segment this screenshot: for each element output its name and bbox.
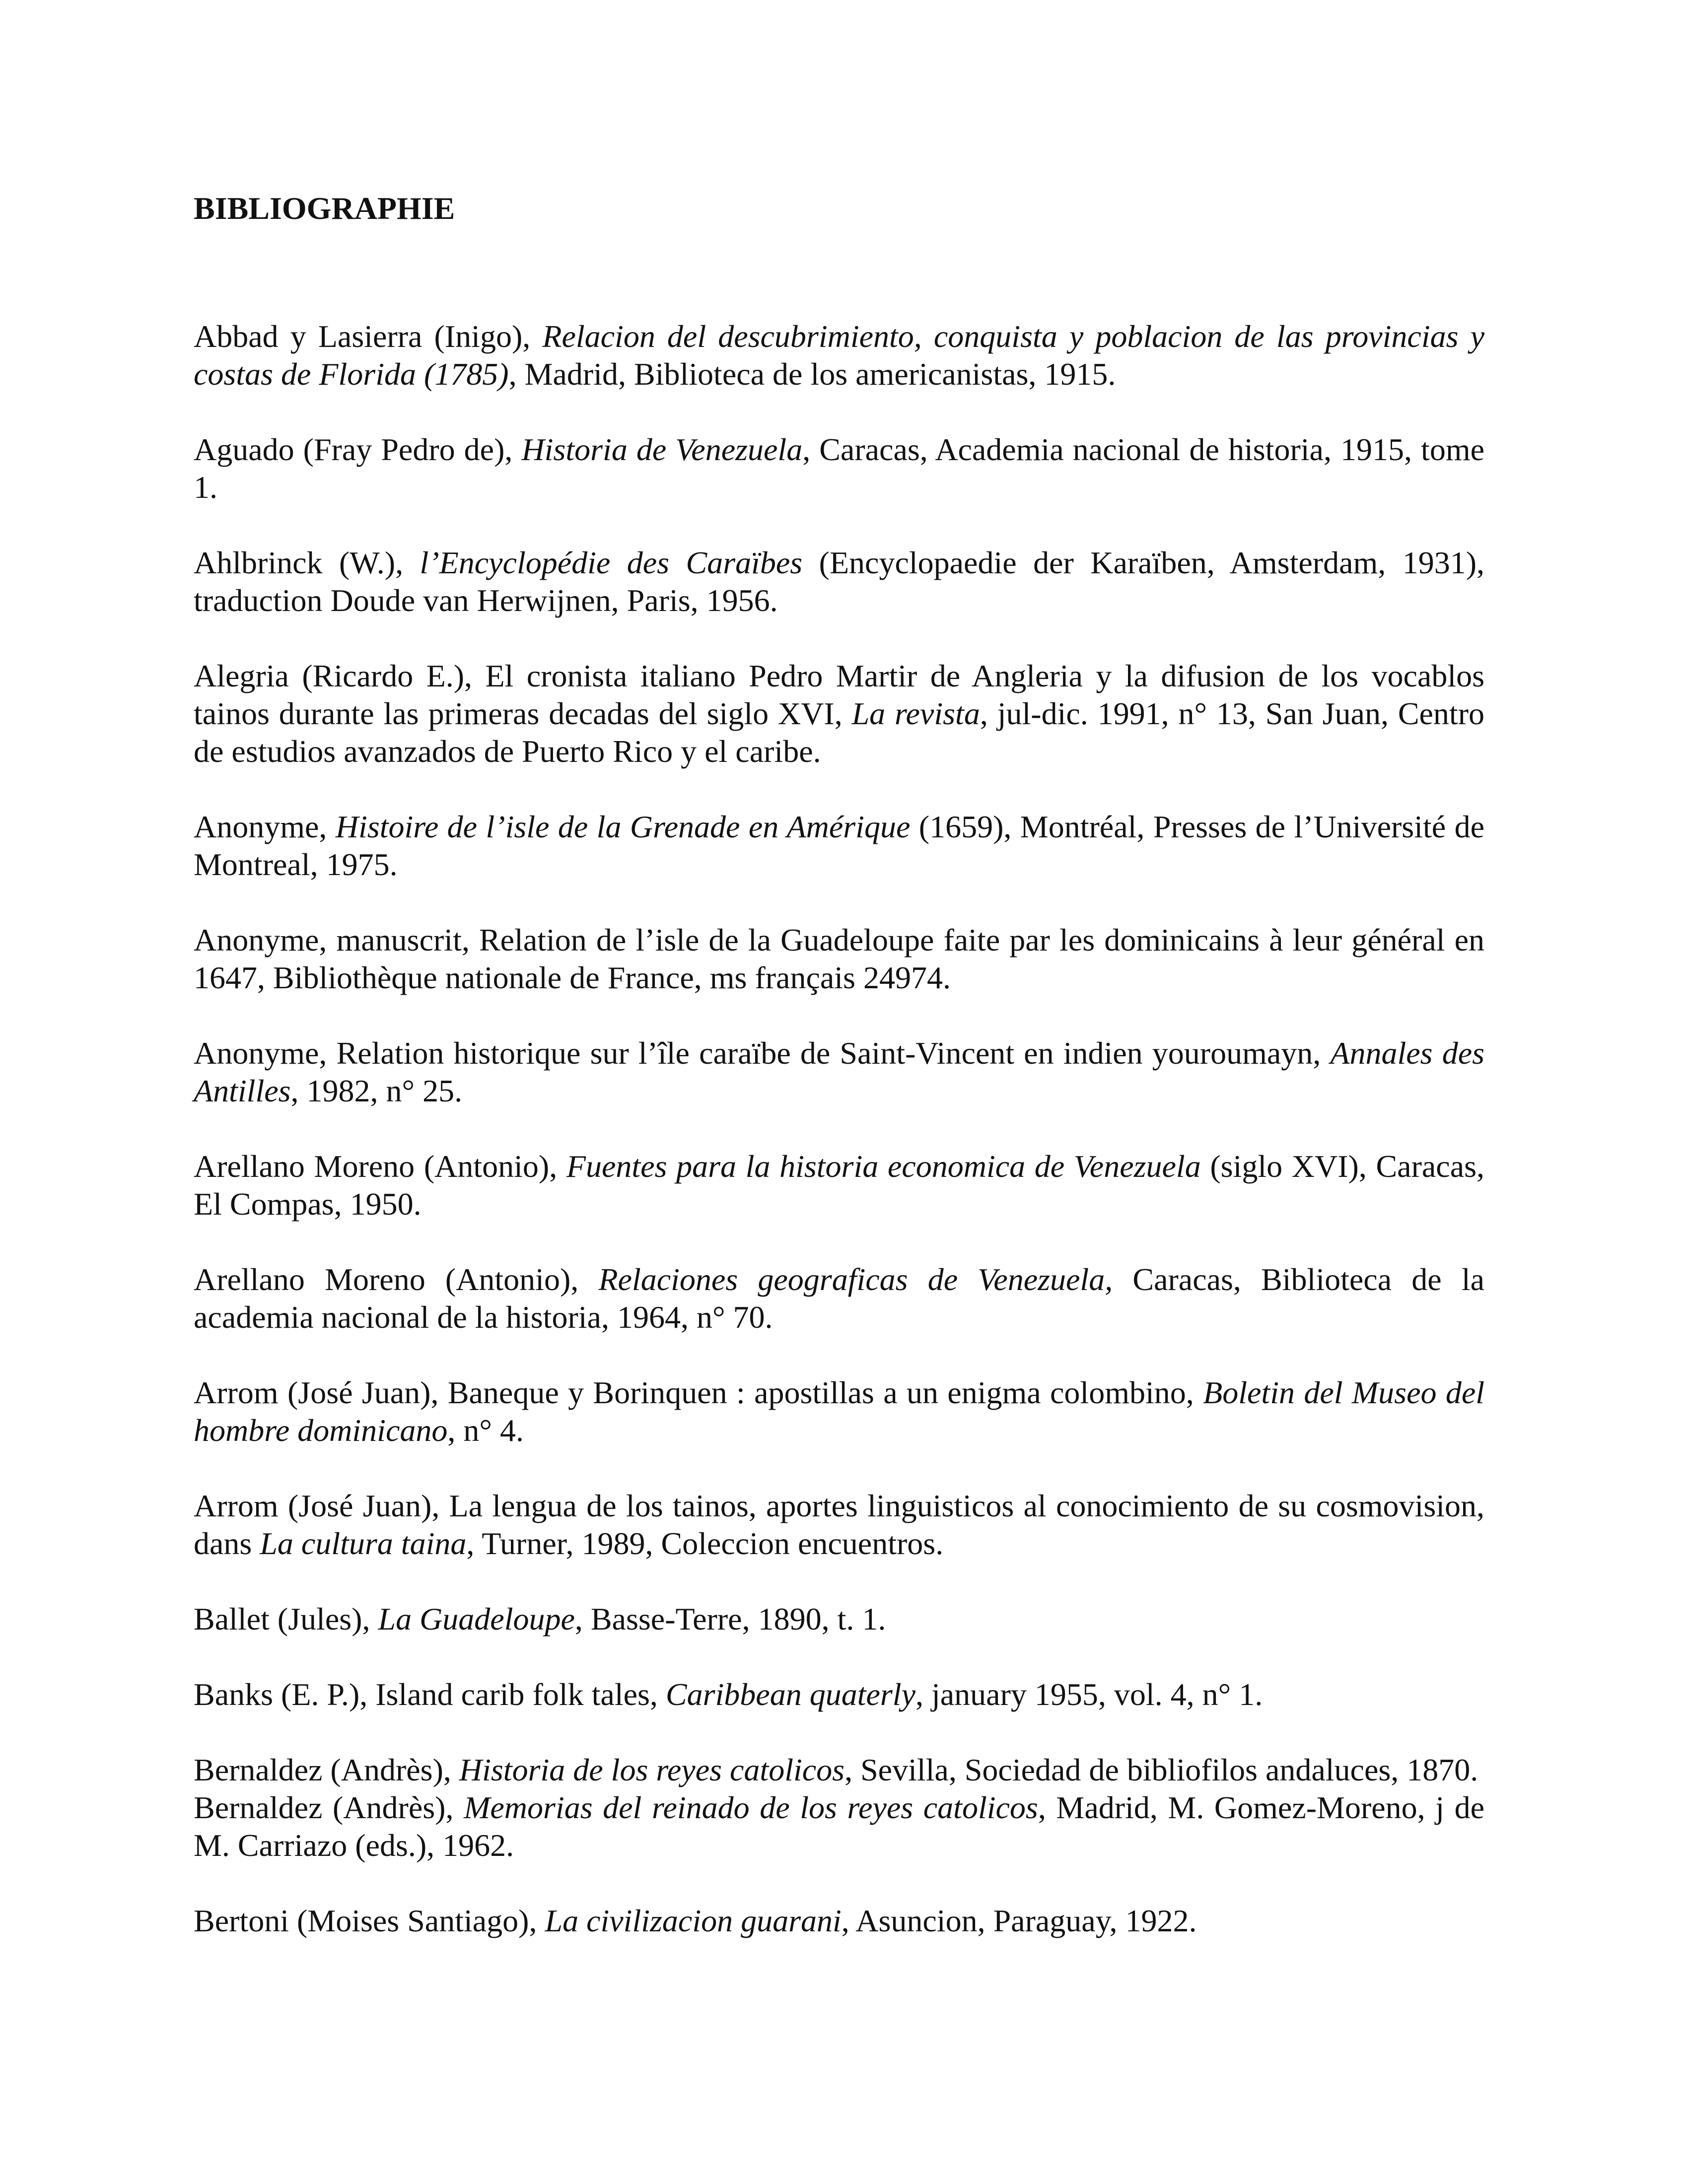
bibliography-list (194, 318, 1484, 1940)
entry-text: Alegria (Ricardo E.), El cronista italiano Pedro Martir de Angleria y la difusion de los vocablos tainos durante las primeras decadas del siglo XVI, (194, 658, 1484, 731)
entry-text: , Basse-Terre, 1890, t. 1. (574, 1601, 886, 1637)
bibliography-entry (194, 808, 1484, 884)
entry-title: Memorias del reinado de los reyes catolicos (464, 1790, 1038, 1825)
entry-text: Arrom (José Juan), Baneque y Borinquen : apostillas a un enigma colombino, (194, 1375, 1203, 1410)
entry-title: l’Encyclopédie des Caraïbes (420, 545, 803, 580)
entry-title: Fuentes para la historia economica de Venezuela (566, 1149, 1201, 1184)
entry-text: , Turner, 1989, Coleccion encuentros. (466, 1526, 944, 1561)
entry-text: Anonyme, manuscrit, Relation de l’isle de la Guadeloupe faite par les dominicains à leur général en 1647, Bibliothèque nationale de France, ms français 24974. (194, 922, 1484, 995)
bibliography-entry (194, 1374, 1484, 1449)
bibliography-entry (194, 921, 1484, 997)
entry-text: , jul-dic. 1991, n° 13, San Juan, Centro de estudios avanzados de Puerto Rico y el caribe. (194, 696, 1485, 769)
entry-text: (siglo XVI), Caracas, El Compas, 1950. (194, 1149, 1485, 1222)
entry-text: , Madrid, Biblioteca de los americanistas, 1915. (508, 356, 1116, 392)
entry-text: , Sevilla, Sociedad de bibliofilos andaluces, 1870. (844, 1752, 1478, 1787)
entry-text: Anonyme, Relation historique sur l’île caraïbe de Saint-Vincent en indien youroumayn, (194, 1035, 1331, 1071)
bibliography-entry (194, 1034, 1484, 1110)
bibliography-entry (194, 1487, 1484, 1563)
entry-text: , Madrid, M. Gomez-Moreno, j de M. Carriazo (eds.), 1962. (194, 1790, 1485, 1863)
entry-text: (Encyclopaedie der Karaïben, Amsterdam, 1931), traduction Doude van Herwijnen, Paris, 1956. (194, 545, 1484, 618)
bibliography-entry (194, 1676, 1484, 1713)
bibliography-entry (194, 1261, 1484, 1336)
entry-text: Bernaldez (Andrès), (194, 1752, 459, 1787)
entry-title: La civilizacion guarani (545, 1903, 842, 1938)
bibliography-entry (194, 1789, 1484, 1864)
entry-text: Anonyme, (194, 809, 336, 844)
entry-text: Arellano Moreno (Antonio), (194, 1149, 566, 1184)
bibliography-entry (194, 318, 1484, 393)
entry-title: La Guadeloupe (378, 1601, 575, 1637)
entry-text: Ballet (Jules), (194, 1601, 378, 1637)
entry-text: Bertoni (Moises Santiago), (194, 1903, 545, 1938)
entry-title: La cultura taina (260, 1526, 467, 1561)
bibliography-entry (194, 544, 1484, 619)
entry-text: Aguado (Fray Pedro de), (194, 432, 522, 467)
entry-title: Relaciones geograficas de Venezuela, (598, 1262, 1113, 1297)
entry-text: Arrom (José Juan), La lengua de los tainos, aportes linguisticos al conocimiento de su cosmovision, dans (194, 1488, 1484, 1561)
entry-text: Abbad y Lasierra (Inigo), (194, 319, 543, 354)
entry-text: (1659), Montréal, Presses de l’Université de Montreal, 1975. (194, 809, 1485, 882)
bibliography-entry (194, 1751, 1484, 1789)
entry-text: Banks (E. P.), Island carib folk tales, (194, 1677, 666, 1712)
page-title: BIBLIOGRAPHIE (194, 191, 455, 226)
entry-text: , Caracas, Academia nacional de historia, 1915, tome 1. (194, 432, 1485, 505)
entry-text: , Asuncion, Paraguay, 1922. (841, 1903, 1197, 1938)
entry-title: Historia de Venezuela (521, 432, 803, 467)
entry-title: Historia de los reyes catolicos (459, 1752, 845, 1787)
entry-title: La revista (851, 696, 980, 731)
entry-text: Bernaldez (Andrès), (194, 1790, 464, 1825)
entry-text: , january 1955, vol. 4, n° 1. (915, 1677, 1263, 1712)
entry-title: Histoire de l’isle de la Grenade en Amérique (335, 809, 911, 844)
bibliography-page (194, 189, 1484, 1978)
entry-text: Arellano Moreno (Antonio), (194, 1262, 599, 1297)
bibliography-entry (194, 1600, 1484, 1638)
bibliography-entry (194, 1148, 1484, 1223)
entry-title: Caribbean quaterly (665, 1677, 915, 1712)
entry-text: , n° 4. (447, 1413, 524, 1448)
bibliography-entry (194, 1902, 1484, 1940)
entry-text: , 1982, n° 25. (290, 1073, 463, 1108)
entry-text: Ahlbrinck (W.), (194, 545, 420, 580)
bibliography-entry (194, 431, 1484, 506)
entry-text: Caracas, Biblioteca de la academia nacional de la historia, 1964, n° 70. (194, 1262, 1485, 1335)
bibliography-entry (194, 657, 1484, 770)
entry-title: Annales des Antilles (194, 1035, 1485, 1108)
entry-title: Relacion del descubrimiento, conquista y poblacion de las provincias y costas de Florida (1785) (194, 319, 1484, 392)
entry-title: Boletin del Museo del hombre dominicano (194, 1375, 1485, 1448)
